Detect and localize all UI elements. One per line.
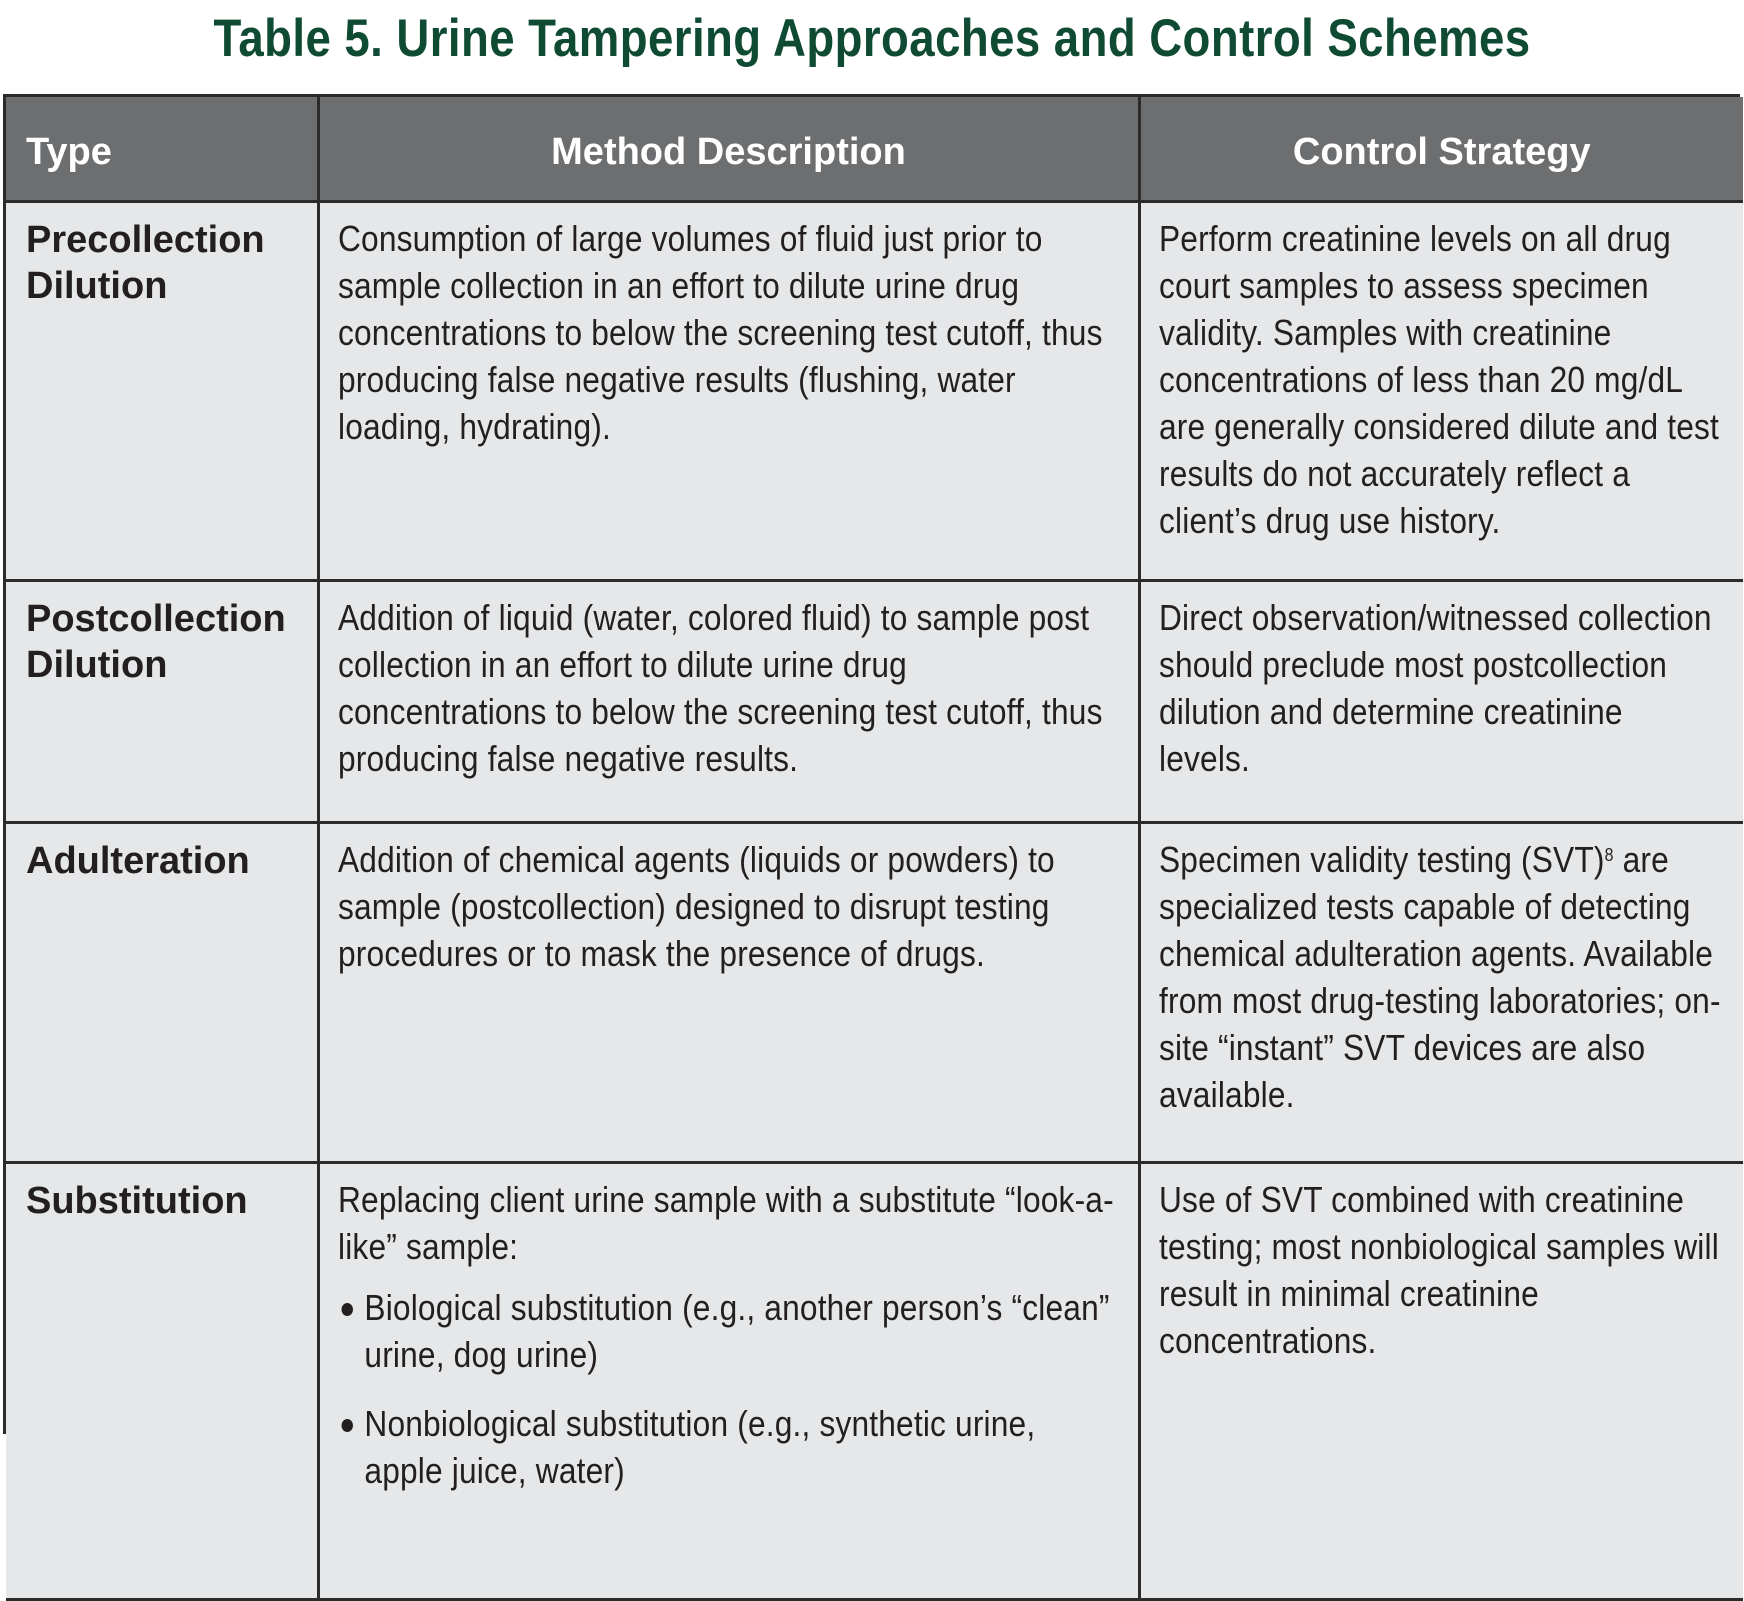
bullet-text: Biological substitution (e.g., another person’s “clean” urine, dog urine) [363,1287,1110,1375]
method-cell [318,1163,1139,1600]
header-row [6,97,1743,202]
method-text [338,1176,1116,1494]
method-text: Consumption of large volumes of fluid just prior to sample collection in an effort to dilute urine drug concentrations to below the screening test cutoff, thus producing false negative results (flushing, water loading, hydrating). [337,218,1103,447]
row-type-label: Postcollection Dilution [26,598,286,686]
control-cell [1139,581,1743,823]
method-cell [318,823,1139,1163]
row-type-cell [6,581,318,823]
row-type-cell [6,823,318,1163]
table-title: Table 5. Urine Tampering Approaches and Control Schemes [213,9,1531,68]
bullet-icon [341,1303,352,1316]
tampering-table [3,94,1740,1491]
table-grid [6,97,1743,1601]
method-intro: Replacing client urine sample with a substitute “look-a-like” sample: [337,1179,1114,1267]
control-text: Use of SVT combined with creatinine testing; most nonbiological samples will result in minimal creatinine concentrations. [1158,1179,1719,1361]
control-text-before: Specimen validity testing (SVT) [1158,839,1605,880]
control-text: Direct observation/witnessed collection should preclude most postcollection dilution and determine creatinine levels. [1158,597,1712,779]
table-row [6,202,1743,581]
footnote-marker: 8 [1604,845,1614,865]
method-text: Addition of liquid (water, colored fluid) to sample post collection in an effort to dilute urine drug concentrations to below the screening test cutoff, thus producing false negative results. [337,597,1103,779]
row-type-label: Adulteration [26,840,250,882]
header-method-description: Method Description [318,97,1139,202]
control-cell [1139,202,1743,581]
row-type-label: Substitution [26,1180,248,1222]
table-row [6,581,1743,823]
bullet-text: Nonbiological substitution (e.g., synthetic urine, apple juice, water) [363,1403,1035,1491]
table-row [6,1163,1743,1600]
list-item [338,1284,1116,1378]
control-cell [1139,1163,1743,1600]
control-text [1159,836,1722,1118]
method-cell [318,202,1139,581]
method-cell [318,581,1139,823]
control-cell [1139,823,1743,1163]
method-text: Addition of chemical agents (liquids or powders) to sample (postcollection) designed to disrupt testing procedures or to mask the presence of drugs. [337,839,1055,974]
header-type: Type [6,97,318,202]
header-control-strategy: Control Strategy [1139,97,1743,202]
control-text: Perform creatinine levels on all drug court samples to assess specimen validity. Samples with creatinine concentrations of less than 20 mg/dL are generally considered dilute and test results do not accurately reflect a client’s drug use history. [1158,218,1719,541]
bullet-icon [341,1419,352,1432]
list-item [338,1400,1116,1494]
control-text-after: are specialized tests capable of detecting chemical adulteration agents. Available from most drug-testing laboratories; on-site “instant” SVT devices are also available. [1158,839,1721,1115]
row-type-label: Precollection Dilution [26,219,265,307]
table-row [6,823,1743,1163]
row-type-cell [6,1163,318,1600]
row-type-cell [6,202,318,581]
method-bullet-list [338,1284,1116,1494]
